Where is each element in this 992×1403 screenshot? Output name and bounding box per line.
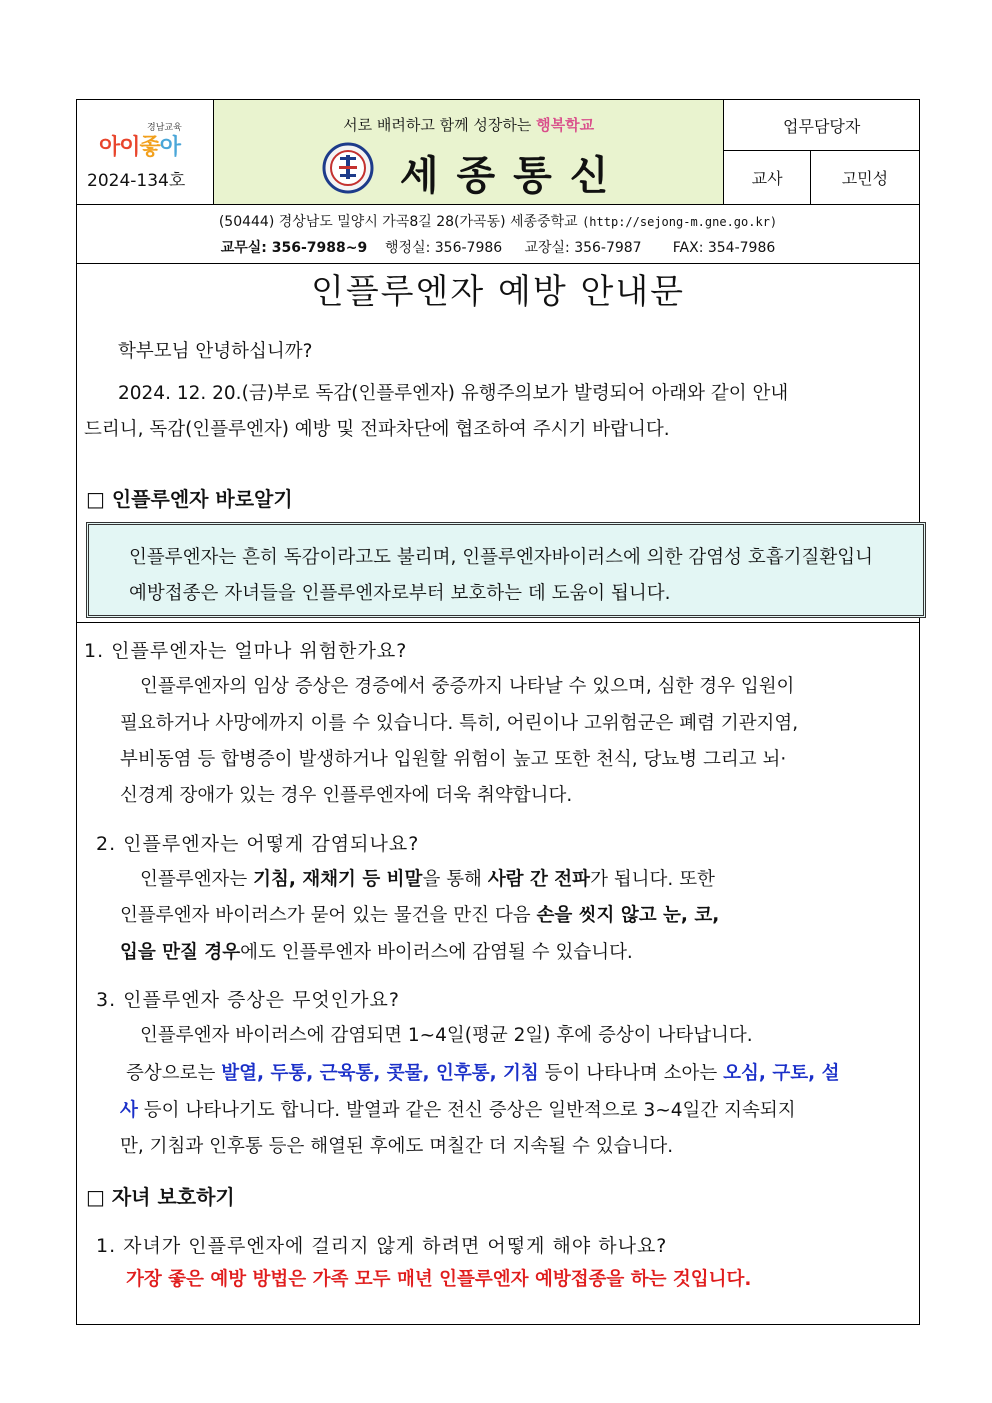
title-cell xyxy=(213,100,724,205)
q2-text: 인플루엔자는 xyxy=(140,869,254,890)
question-2-title: 2. 인플루엔자는 어떻게 감염되나요? xyxy=(96,833,420,855)
q3-line-4: 만, 기침과 인후통 등은 해열된 후에도 며칠간 더 지속될 수 있습니다. xyxy=(120,1136,674,1157)
address-text: (50444) 경상남도 밀양시 가곡8길 28(가곡동) 세종중학교 xyxy=(218,214,578,230)
issue-number: 2024-134호 xyxy=(87,171,186,191)
logo-cell xyxy=(77,100,214,205)
q2-text: 에도 인플루엔자 바이러스에 감염될 수 있습니다. xyxy=(240,942,633,963)
q2-line-1 xyxy=(140,862,715,898)
logo-wordmark xyxy=(99,130,180,161)
question-3-title: 3. 인플루엔자 증상은 무엇인가요? xyxy=(96,989,400,1011)
q3-line-1: 인플루엔자 바이러스에 감염되면 1~4일(평균 2일) 후에 증상이 나타납니다. xyxy=(140,1025,753,1046)
contact-line xyxy=(76,237,920,257)
q3-symptoms-child: 오심, 구토, 설 xyxy=(723,1063,840,1084)
q2-bold-hands: 손을 씻지 않고 눈, 코, xyxy=(536,905,720,926)
q2-line-3 xyxy=(120,935,633,971)
intro-line-2: 드리니, 독감(인플루엔자) 예방 및 전파차단에 협조하여 주시기 바랍니다. xyxy=(84,419,670,440)
section-heading-about: □ 인플루엔자 바로알기 xyxy=(86,487,293,511)
logo-text-b: 좋 xyxy=(139,135,160,160)
staff-name: 고민성 xyxy=(810,151,919,205)
info-box-line-2: 예방접종은 자녀들을 인플루엔자로부터 보호하는 데 도움이 됩니다. xyxy=(129,583,671,604)
box-divider xyxy=(76,622,920,623)
school-url[interactable]: (http://sejong-m.gne.go.kr) xyxy=(582,215,778,229)
q1-line-1: 인플루엔자의 임상 증상은 경증에서 중증까지 나타날 수 있으며, 심한 경우 입원이 xyxy=(140,676,795,697)
q1-line-3: 부비동염 등 합병증이 발생하거나 입원할 위험이 높고 또한 천식, 당뇨병 그리고 뇌· xyxy=(120,749,787,770)
logo-caption: 경남교육 xyxy=(147,123,182,133)
greeting: 학부모님 안녕하십니까? xyxy=(118,341,313,362)
office-phone: 교무실: 356-7988~9 xyxy=(220,240,368,256)
q3-symptoms-adult: 발열, 두통, 근육통, 콧물, 인후통, 기침 xyxy=(221,1063,539,1084)
q2-bold-droplet: 기침, 재채기 등 비말 xyxy=(253,869,423,890)
q3-line-2 xyxy=(126,1056,839,1092)
q3-text: 등이 나타나며 소아는 xyxy=(538,1063,724,1084)
q2-bold-transmission: 사람 간 전파 xyxy=(487,869,591,890)
q3-text: 증상으로는 xyxy=(126,1063,222,1084)
newsletter-header xyxy=(76,99,920,205)
principal-phone: 교장실: 356-7987 xyxy=(524,240,642,256)
slogan-text: 서로 배려하고 함께 성장하는 xyxy=(343,116,532,134)
q1-line-4: 신경계 장애가 있는 경우 인플루엔자에 더욱 취약합니다. xyxy=(120,785,573,806)
info-box xyxy=(86,522,926,618)
logo-text-c: 아 xyxy=(159,135,181,160)
logo-text-a: 아이 xyxy=(99,135,140,160)
q2-bold-touch: 입을 만질 경우 xyxy=(120,942,241,963)
newsletter-title: 세종통신 xyxy=(399,153,627,199)
fax-number: FAX: 354-7986 xyxy=(672,240,776,256)
admin-phone: 행정실: 356-7986 xyxy=(385,240,503,256)
document-title: 인플루엔자 예방 안내문 xyxy=(310,272,686,312)
slogan-highlight: 행복학교 xyxy=(536,116,595,134)
q3-symptoms-child-end: 사 xyxy=(120,1100,138,1121)
intro-line-1: 2024. 12. 20.(금)부로 독감(인플루엔자) 유행주의보가 발령되어 아래와 같이 안내 xyxy=(118,383,789,404)
school-address xyxy=(76,211,920,231)
q3-line-3 xyxy=(120,1093,796,1129)
staff-label: 업무담당자 xyxy=(724,100,920,151)
q3-text: 등이 나타나기도 합니다. 발열과 같은 전신 증상은 일반적으로 3~4일간 지속되지 xyxy=(137,1100,796,1121)
section-heading-protect: □ 자녀 보호하기 xyxy=(86,1185,235,1209)
section2-question: 1. 자녀가 인플루엔자에 걸리지 않게 하려면 어떻게 해야 하나요? xyxy=(96,1235,668,1257)
slogan xyxy=(214,114,724,135)
key-recommendation: 가장 좋은 예방 방법은 가족 모두 매년 인플루엔자 예방접종을 하는 것입니다. xyxy=(126,1269,752,1290)
info-box-line-1: 인플루엔자는 흔히 독감이라고도 불리며, 인플루엔자바이러스에 의한 감염성 호흡기질환입니 xyxy=(129,547,874,568)
brand-logo xyxy=(89,112,209,160)
q2-text: 을 통해 xyxy=(422,869,488,890)
q2-line-2 xyxy=(120,898,719,934)
question-1-title: 1. 인플루엔자는 얼마나 위험한가요? xyxy=(84,640,408,662)
q2-text: 인플루엔자 바이러스가 묻어 있는 물건을 만진 다음 xyxy=(120,905,537,926)
q2-text: 가 됩니다. 또한 xyxy=(590,869,715,890)
school-emblem-icon xyxy=(322,142,374,194)
staff-role: 교사 xyxy=(724,151,810,205)
q1-line-2: 필요하거나 사망에까지 이를 수 있습니다. 특히, 어린이나 고위험군은 폐렴 기관지염, xyxy=(120,713,799,734)
